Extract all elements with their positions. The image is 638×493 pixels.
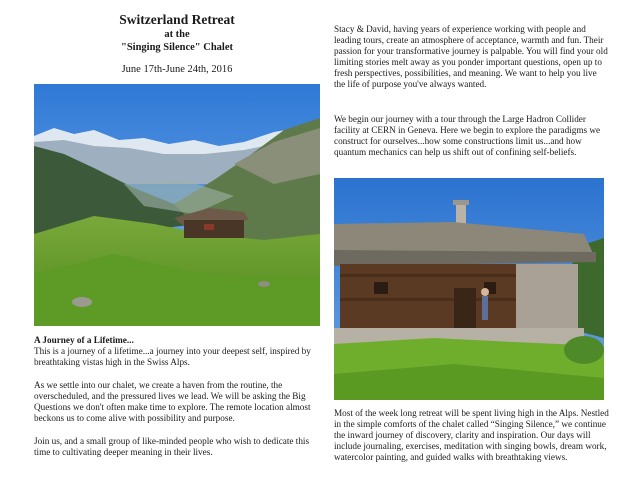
cern-paragraph: We begin our journey with a tour through the Large Hadron Collider facility at CERN in Geneva. Here we begin to explore the paradigms we construct for ourselves...how some constructions limit us...and how quantum mechanics can help us shift out of confining self-beliefs. [334, 114, 601, 157]
chalet-haven-paragraph: As we settle into our chalet, we create a haven from the routine, the overscheduled, and the pressured lives we lead. We will be asking the Big Questions we don't often make time to explore. The remote location almost beckons us to come alive with possibility and purpose. [34, 380, 311, 423]
page-title: Switzerland Retreat [119, 12, 235, 27]
alpine-valley-photo [34, 84, 320, 326]
intro-section [34, 335, 324, 368]
week-retreat-paragraph: Most of the week long retreat will be spent living high in the Alps. Nestled in the simple comforts of the chalet called “Singing Silence,” we continue the inward journey of discovery, clarity and inspiration. Our days will include journaling, exercises, meditation with singing bowls, dream work, watercolor painting, and guided walks with breathtaking views. [334, 408, 609, 462]
title-block [34, 12, 320, 76]
hosts-paragraph: Stacy & David, having years of experience working with people and leading tours, create an atmosphere of acceptance, warmth and fun. Their passion for your transformative journey is palpable. You will find your old limiting stories melt away as you ponder important questions, open up to fresh perspectives, possibilities, and meaning. We want to help you live the life of purpose you've always wanted. [334, 24, 608, 89]
intro-paragraph: This is a journey of a lifetime...a journey into your deepest self, inspired by breathtaking vistas high in the Swiss Alps. [34, 346, 311, 367]
chalet-photo [334, 178, 604, 400]
title-at: at the [164, 29, 190, 40]
retreat-dates: June 17th-June 24th, 2016 [121, 64, 233, 75]
chalet-name: "Singing Silence" Chalet [120, 42, 233, 53]
join-us-paragraph: Join us, and a small group of like-minded people who wish to dedicate this time to cultivating deeper meaning in their lives. [34, 436, 310, 457]
intro-heading: A Journey of a Lifetime... [34, 335, 134, 345]
